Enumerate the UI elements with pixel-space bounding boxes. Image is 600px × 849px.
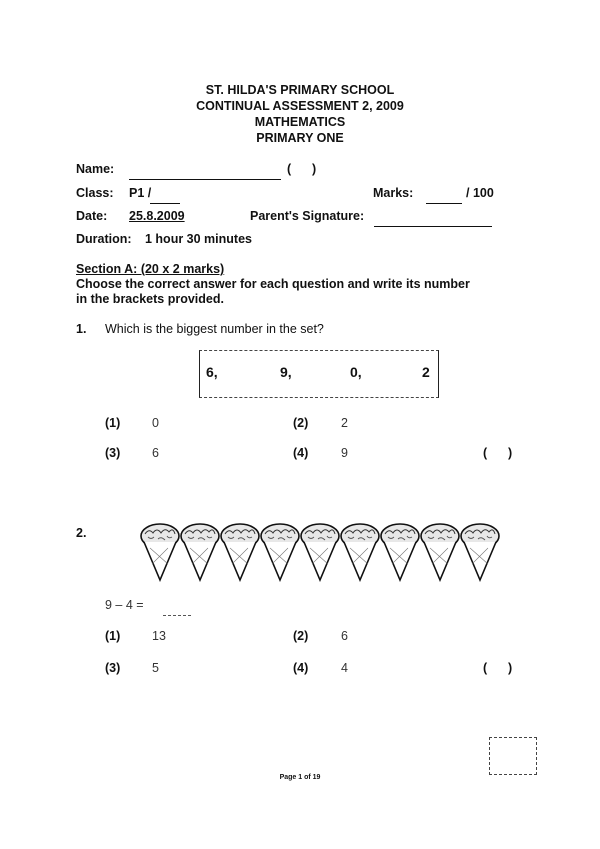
assessment-title: CONTINUAL ASSESSMENT 2, 2009: [196, 99, 404, 113]
ice-cream-cone-icon: [421, 524, 459, 580]
answer-brackets[interactable]: ( ): [483, 446, 513, 460]
name-field[interactable]: [129, 162, 281, 180]
set-number: 9,: [280, 364, 292, 380]
option-value: 4: [341, 661, 348, 675]
option-number: (3): [105, 661, 121, 675]
ice-cream-cone-icon: [141, 524, 179, 580]
question-1-text: Which is the biggest number in the set?: [105, 322, 324, 336]
class-field[interactable]: [150, 186, 180, 204]
level-title: PRIMARY ONE: [256, 131, 344, 145]
answer-brackets[interactable]: ( ): [483, 661, 513, 675]
option-number: (1): [105, 416, 121, 430]
score-box: [489, 737, 537, 775]
school-name: ST. HILDA'S PRIMARY SCHOOL: [205, 83, 395, 97]
duration-value: 1 hour 30 minutes: [145, 232, 252, 246]
name-label: Name:: [76, 162, 115, 176]
option-number: (4): [293, 661, 309, 675]
marks-label: Marks:: [373, 186, 414, 200]
signature-field[interactable]: [374, 209, 492, 227]
date-value: 25.8.2009: [129, 209, 185, 223]
option-value: 0: [152, 416, 159, 430]
section-title: Section A: (20 x 2 marks): [76, 262, 225, 276]
equation-answer-field[interactable]: [163, 598, 191, 616]
option-number: (1): [105, 629, 121, 643]
option-number: (2): [293, 416, 309, 430]
option-value: 13: [152, 629, 166, 643]
ice-cream-cone-icon: [381, 524, 419, 580]
ice-cream-cone-icon: [341, 524, 379, 580]
number-set-box: [199, 350, 439, 398]
ice-cream-cone-icon: [261, 524, 299, 580]
ice-cream-cone-icon: [181, 524, 219, 580]
question-1-number: 1.: [76, 322, 87, 336]
ice-cream-cone-icon: [301, 524, 339, 580]
section-instruction-line2: in the brackets provided.: [76, 292, 224, 306]
set-number: 6,: [206, 364, 218, 380]
section-instruction-line1: Choose the correct answer for each question and write its number: [76, 277, 470, 291]
option-value: 6: [341, 629, 348, 643]
date-label: Date:: [76, 209, 108, 223]
ice-cream-cones: [140, 522, 540, 582]
register-number-brackets: ( ): [287, 162, 317, 176]
option-value: 9: [341, 446, 348, 460]
set-number: 0,: [350, 364, 362, 380]
marks-field[interactable]: [426, 186, 462, 204]
marks-total: / 100: [466, 186, 494, 200]
option-number: (2): [293, 629, 309, 643]
option-value: 2: [341, 416, 348, 430]
ice-cream-cone-icon: [461, 524, 499, 580]
set-number: 2: [422, 364, 430, 380]
duration-label: Duration:: [76, 232, 132, 246]
question-2-equation: 9 – 4 =: [105, 598, 144, 612]
ice-cream-cone-icon: [221, 524, 259, 580]
class-label: Class:: [76, 186, 114, 200]
signature-label: Parent's Signature:: [250, 209, 365, 223]
option-number: (4): [293, 446, 309, 460]
page-number: Page 1 of 19: [279, 774, 321, 781]
option-value: 6: [152, 446, 159, 460]
class-value: P1 /: [129, 186, 152, 200]
question-2-number: 2.: [76, 526, 87, 540]
subject-title: MATHEMATICS: [254, 115, 346, 129]
option-value: 5: [152, 661, 159, 675]
option-number: (3): [105, 446, 121, 460]
